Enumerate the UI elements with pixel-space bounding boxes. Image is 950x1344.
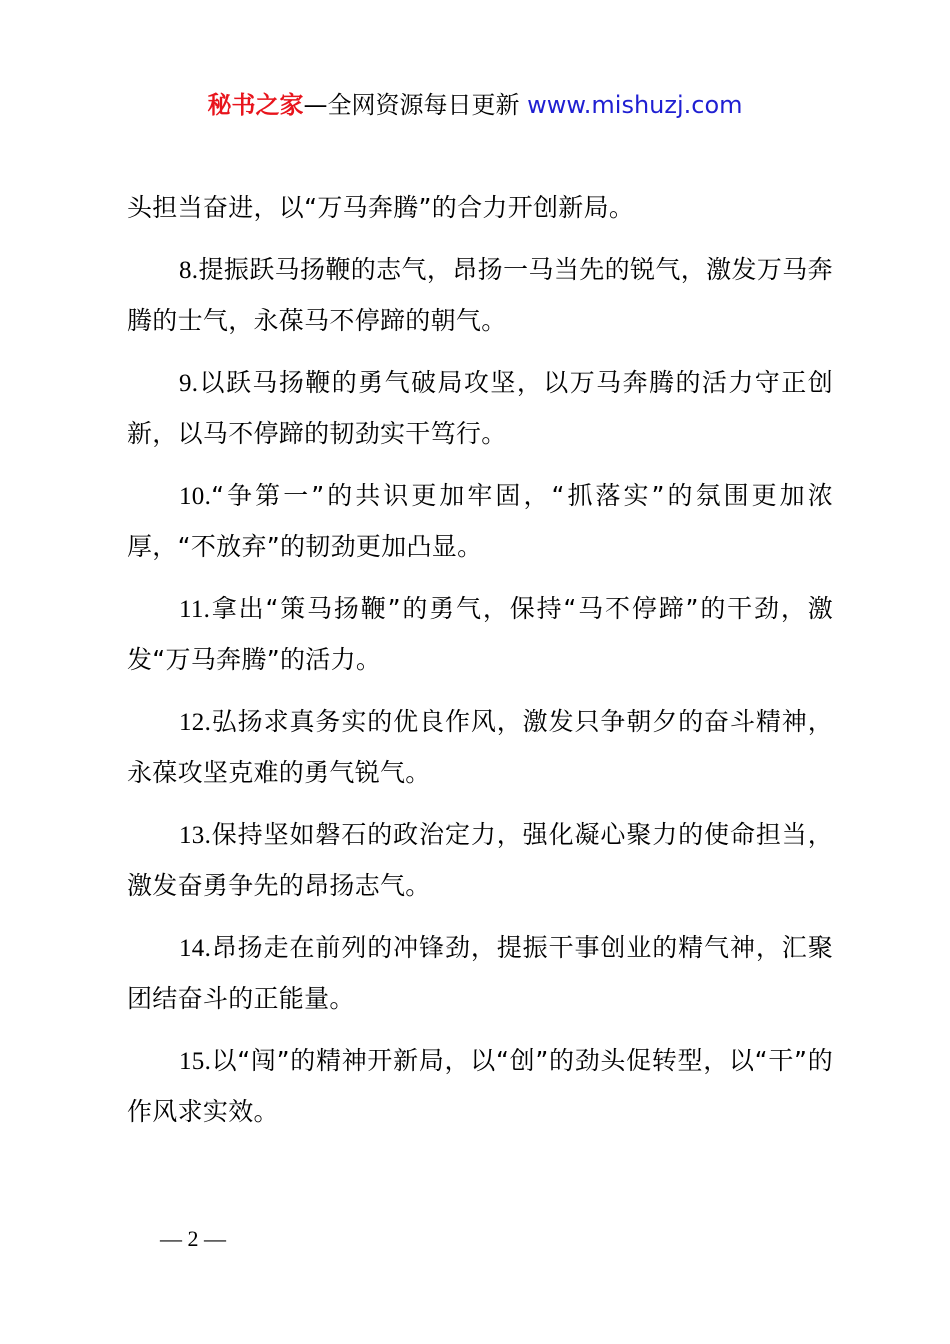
paragraph-text: 昂扬走在前列的冲锋劲，提振干事创业的精气神，汇聚团结奋斗的正能量。	[127, 933, 833, 1013]
paragraph-item-10	[127, 471, 833, 572]
item-number: 11.	[179, 596, 211, 623]
paragraph-text: 弘扬求真务实的优良作风，激发只争朝夕的奋斗精神，永葆攻坚克难的勇气锐气。	[127, 707, 833, 787]
item-number: 15.	[179, 1048, 212, 1075]
item-number: 12.	[179, 709, 212, 736]
item-number: 10.	[179, 483, 212, 510]
brand-name: 秘书之家	[207, 91, 304, 119]
item-number: 8.	[179, 257, 199, 284]
paragraph-item-11	[127, 584, 833, 685]
header-tagline: —全网资源每日更新	[303, 91, 528, 119]
paragraph-item-8	[127, 245, 833, 346]
paragraph-item-12	[127, 697, 833, 798]
document-body	[127, 183, 833, 1149]
paragraph-continuation	[127, 183, 833, 233]
paragraph-text: 保持坚如磐石的政治定力，强化凝心聚力的使命担当，激发奋勇争先的昂扬志气。	[127, 820, 833, 900]
paragraph-item-14	[127, 923, 833, 1024]
paragraph-text: “争第一”的共识更加牢固，“抓落实”的氛围更加浓厚，“不放弃”的韧劲更加凸显。	[127, 481, 833, 561]
page-header	[0, 88, 950, 122]
paragraph-item-13	[127, 810, 833, 911]
website-url: www.mishuzj.com	[527, 91, 743, 119]
paragraph-text: 提振跃马扬鞭的志气，昂扬一马当先的锐气，激发万马奔腾的士气，永葆马不停蹄的朝气。	[127, 255, 833, 335]
item-number: 14.	[179, 935, 212, 962]
item-number: 9.	[179, 370, 199, 397]
paragraph-text: 以跃马扬鞭的勇气破局攻坚，以万马奔腾的活力守正创新，以马不停蹄的韧劲实干笃行。	[127, 368, 833, 448]
paragraph-item-9	[127, 358, 833, 459]
item-number: 13.	[179, 822, 212, 849]
paragraph-item-15	[127, 1036, 833, 1137]
paragraph-text: 以“闯”的精神开新局，以“创”的劲头促转型，以“干”的作风求实效。	[127, 1046, 833, 1126]
paragraph-text: 头担当奋进，以“万马奔腾”的合力开创新局。	[127, 193, 635, 222]
page-number: — 2 —	[160, 1226, 226, 1251]
paragraph-text: 拿出“策马扬鞭”的勇气，保持“马不停蹄”的干劲，激发“万马奔腾”的活力。	[127, 594, 833, 674]
